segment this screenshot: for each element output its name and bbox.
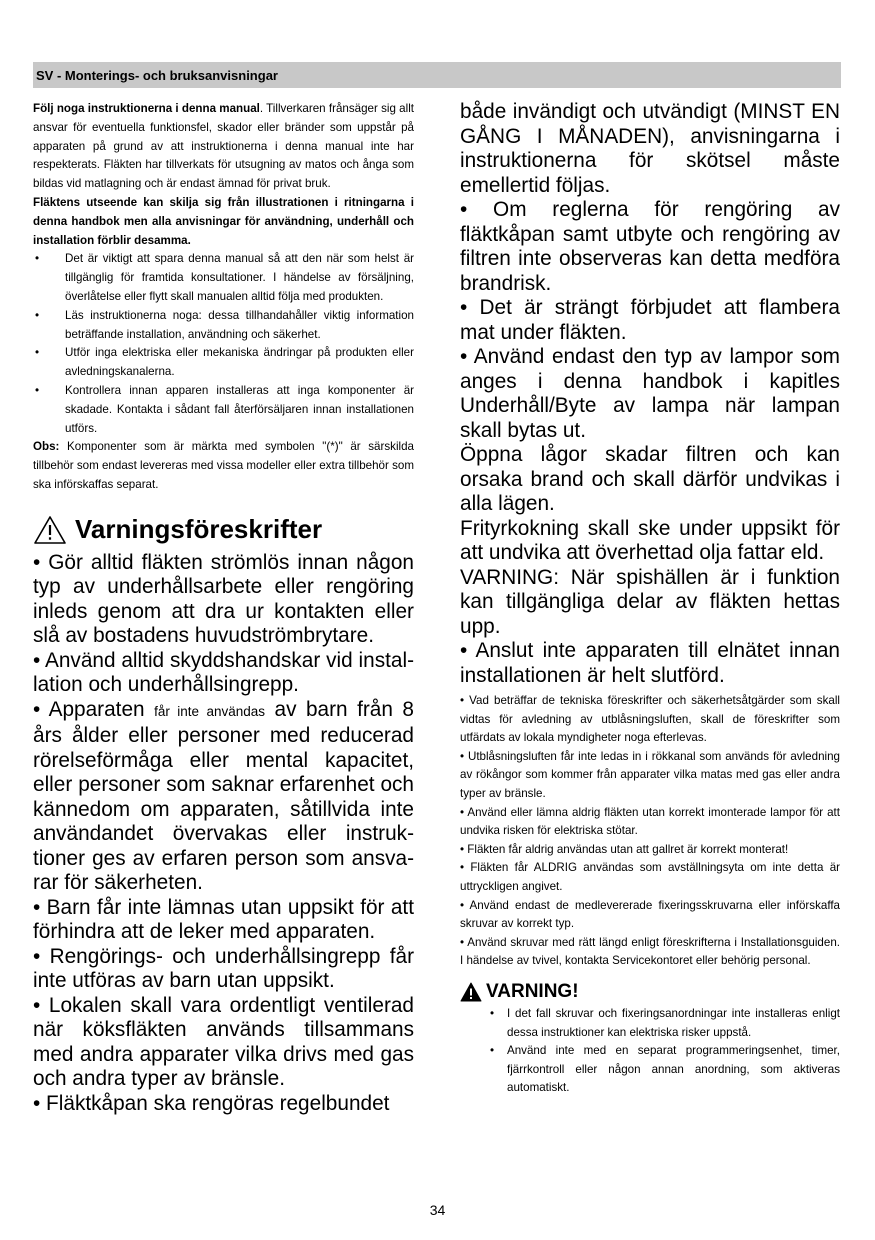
- warning-paragraph: • Använd alltid skyddshandskar vid instal-lation och underhållsingrepp.: [33, 648, 414, 697]
- list-item: [490, 1005, 840, 1042]
- list-item: [33, 307, 414, 345]
- safety-note: • Fläkten får ALDRIG användas som avställningsyta om inte detta är uttryckligen angivet.: [460, 861, 840, 893]
- intro-bold-lead: Följ noga instruktionerna i denna manual: [33, 102, 260, 115]
- list-item: [33, 382, 414, 438]
- warning-paragraph: • Rengörings- och underhållsingrepp får inte utföras av barn utan uppsikt.: [33, 944, 414, 993]
- list-item-text: I det fall skruvar och fixeringsanordningar inte installeras enligt dessa instruktioner kan elektriska risker uppstå.: [507, 1006, 840, 1039]
- safety-note: • Använd endast de medlevererade fixeringsskruvarna eller införskaffa skruvar av korrekt typ.: [460, 898, 840, 931]
- warning-paragraph: [33, 698, 414, 896]
- page-header: [33, 62, 841, 88]
- obs-paragraph: [33, 438, 414, 494]
- warning-paragraph: • Om reglerna för rengöring av fläktkåpan samt utbyte och rengöring av filtren inte observeras kan detta medföra brandrisk.: [460, 198, 840, 295]
- safety-note: • Vad beträffar de tekniska föreskrifter och säkerhetsåtgärder som skall vidtas för avledning av utblåsningsluften, skall de föreskrifter som utfärdats av lokala myndigheter noga efterlevas.: [460, 694, 840, 745]
- bullet-icon: •: [35, 308, 40, 322]
- warning-triangle-icon: [33, 515, 67, 545]
- warning-paragraph: Öppna lågor skadar filtren och kan orsaka brand och skall därför undvikas i alla lägen.: [460, 443, 840, 515]
- warnings-heading: [33, 513, 414, 547]
- list-item-text: Använd inte med en separat programmeringsenhet, timer, fjärrkontroll eller någon annan anordning, som aktiveras automatiskt.: [507, 1044, 840, 1095]
- warning-paragraph: både invändigt och utvändigt (MINST EN GÅNG I MÅNADEN), anvisningarna i instruktionerna för skötsel måste emellertid följas.: [460, 100, 840, 197]
- warning-paragraph: • Gör alltid fläkten strömlös innan någon typ av underhållsarbete eller rengöring inleds genom att dra ur kontakten eller slå av bostadens huvudströmbrytare.: [33, 550, 414, 648]
- bullet-icon: •: [35, 346, 40, 360]
- warning-paragraph: • Barn får inte lämnas utan uppsikt för att förhindra att de leker med apparaten.: [33, 895, 414, 944]
- warning-small-text: får inte användas: [154, 703, 266, 719]
- intro-paragraph: [33, 100, 414, 194]
- intro-text: . Tillverkaren frånsäger sig allt ansvar för eventuella funktionsfel, skador eller bränder som uppstår på apparaten på grund av att instruktionerna i denna manual inte har respekterats. Fläkten har tillverkats för utsugning av matos och ånga som bildas vid matlagning och är endast ämnad för privat bruk.: [33, 102, 414, 191]
- warning-text: av barn från 8 års ålder eller personer med reducerad rörelseförmåga eller mental kapacitet, eller personer som saknar erfarenhet och kännedom om apparaten, såtillvida inte användandet övervakas eller instruk-tioner ges av erfaren person som ansva-rar för säkerheten.: [33, 697, 414, 895]
- bullet-icon: •: [490, 1044, 495, 1058]
- warning-paragraph: • Det är strängt förbjudet att flambera mat under fläkten.: [460, 296, 840, 344]
- warning-paragraph: • Fläktkåpan ska rengöras regelbundet: [33, 1091, 390, 1115]
- list-item: [33, 250, 414, 306]
- intro-bullet-list: [33, 250, 414, 438]
- header-title: SV - Monterings- och bruksanvisningar: [36, 68, 278, 83]
- list-item-text: Det är viktigt att spara denna manual så att den när som helst är tillgänglig för framtida konsultationer. I händelse av försäljning, överlåtelse eller flytt skall manualen alltid följa med produkten.: [65, 252, 414, 303]
- obs-text: Komponenter som är märkta med symbolen "(*)" är särskilda tillbehör som endast levereras med vissa modeller eller extra tillbehör som ska införskaffas separat.: [33, 440, 414, 491]
- bullet-icon: •: [35, 383, 40, 397]
- intro-note: [33, 194, 414, 250]
- warning-paragraph: • Anslut inte apparaten till elnätet innan installationen är helt slutförd.: [460, 639, 840, 687]
- intro-bold-note: Fläktens utseende kan skilja sig från illustrationen i ritningarna i denna handbok men alla anvisningar för användning, underhåll och installation förblir desamma.: [33, 195, 414, 247]
- list-item-text: Utför inga elektriska eller mekaniska ändringar på produkten eller avledningskanalerna.: [65, 346, 414, 379]
- warning-paragraph: • Lokalen skall vara ordentligt ventilerad när köksfläkten används tillsammans med andra apparater vilka drivs med gas och andra typer av bränsle.: [33, 993, 414, 1091]
- list-item-text: Kontrollera innan apparen installeras att inga komponenter är skadade. Kontakta i sådant fall återförsäljaren innan installationen utförs.: [65, 383, 414, 435]
- safety-note: • Fläkten får aldrig användas utan att gallret är korrekt monterat!: [460, 842, 789, 856]
- list-item: [490, 1042, 840, 1098]
- varning-heading: [460, 979, 840, 1005]
- warning-text: • Apparaten: [33, 697, 155, 721]
- warning-paragraph: VARNING: När spishällen är i funktion kan tillgängliga delar av fläkten hettas upp.: [460, 565, 840, 638]
- safety-note: • Använd eller lämna aldrig fläkten utan korrekt imonterade lampor för att undvika risken för elektriska stötar.: [460, 805, 840, 838]
- bullet-icon: •: [490, 1006, 495, 1020]
- page-number: 34: [429, 1202, 446, 1218]
- list-item: [33, 344, 414, 382]
- varning-bullet-list: [460, 1005, 840, 1098]
- list-item-text: Läs instruktionerna noga: dessa tillhandahåller viktig information beträffande installation, användning och säkerhet.: [65, 308, 414, 341]
- safety-note: • Använd skruvar med rätt längd enligt föreskrifterna i Installationsguiden. I händelse av tvivel, kontakta Servicekontoret eller behörig personal.: [460, 935, 840, 968]
- warning-paragraph: Frityrkokning skall ske under uppsikt för att undvika att överhettad olja fattar eld.: [460, 516, 840, 564]
- bullet-icon: •: [35, 252, 40, 266]
- right-column: [460, 100, 840, 1098]
- warning-filled-icon: [460, 982, 482, 1002]
- obs-label: Obs:: [33, 440, 60, 454]
- varning-title: VARNING!: [486, 980, 579, 1002]
- warning-paragraph: • Använd endast den typ av lampor som anges i denna handbok i kapitles Underhåll/Byte av lampa när lampan skall bytas ut.: [460, 345, 840, 442]
- left-column: [33, 100, 414, 1116]
- safety-note: • Utblåsningsluften får inte ledas in i rökkanal som används för avledning av rökångor som kommer från apparater vilka matas med gas eller andra typer av bränsle.: [460, 749, 840, 800]
- warnings-title: Varningsföreskrifter: [75, 514, 323, 545]
